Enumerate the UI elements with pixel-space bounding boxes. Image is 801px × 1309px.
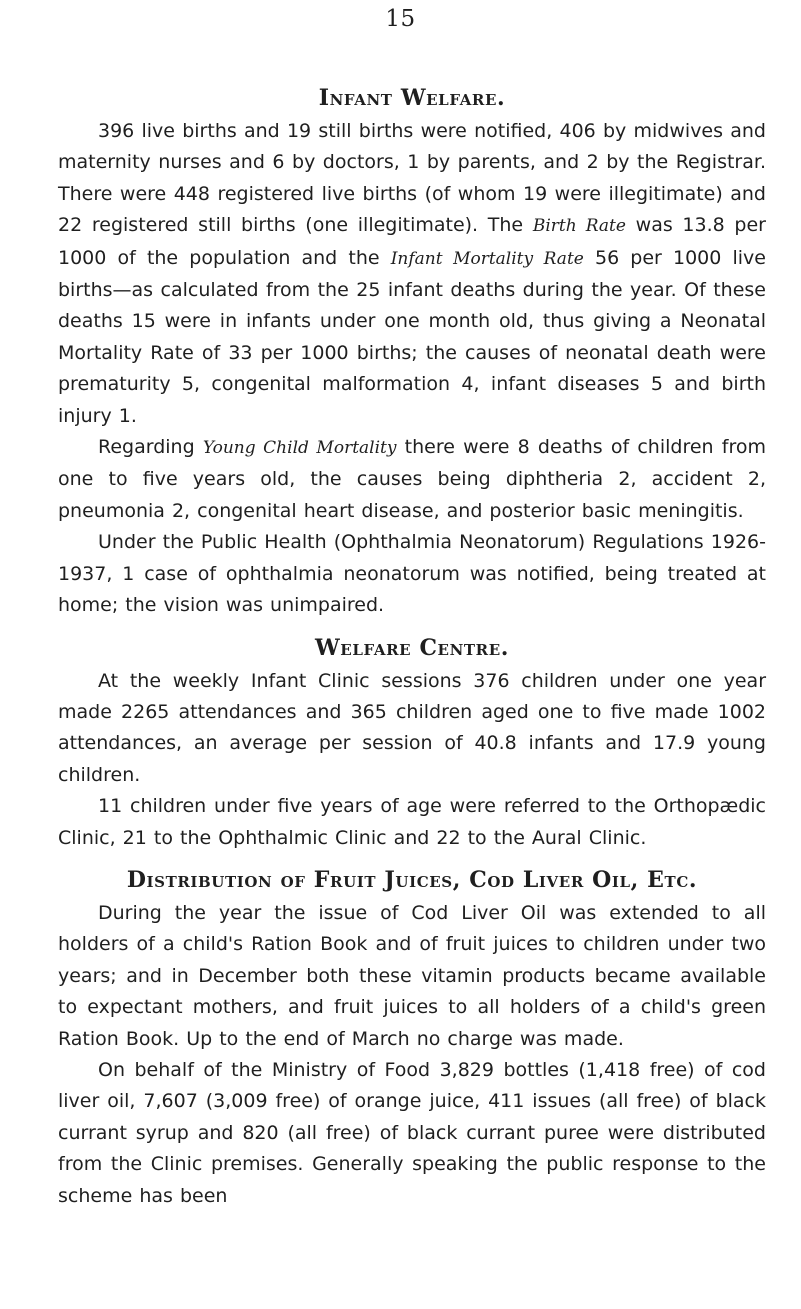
text-run: 11 children under five years of age were referred to the Orthopædic Clinic, 21 to the Ophthalmic Clinic and 22 to the Aural Clinic.	[58, 795, 766, 849]
italic-term: Infant Mortality Rate	[390, 248, 584, 269]
italic-term: Birth Rate	[532, 216, 626, 237]
paragraph-ministry-distribution	[58, 1055, 766, 1212]
italic-term: Young Child Mortality	[202, 438, 397, 459]
text-run: there were 8 deaths of children from one to five years old, the causes being diphtheria 2, accident 2, pneumonia 2, congenital heart disease, and posterior basic meningitis.	[58, 436, 766, 522]
text-run: was 13.8 per 1000 of the population and the	[58, 214, 766, 269]
text-run: On behalf of the Ministry of Food 3,829 bottles (1,418 free) of cod liver oil, 7,607 (3,009 free) of orange juice, 411 issues (all free) of black currant syrup and 820 (all free) of black currant puree were distributed from the Clinic premises. Generally speaking the public response to the scheme has been	[58, 1058, 766, 1207]
paragraph-ophthalmia	[58, 527, 766, 621]
paragraph-infant-births	[58, 116, 766, 432]
text-run: 396 live births and 19 still births were notified, 406 by midwives and maternity nurses and 6 by doctors, 1 by parents, and 2 by the Registrar. There were 448 registered live births (of whom 19 were illegitimate) and 22 registered still births (one illegitimate). The	[58, 120, 766, 237]
section-heading-distribution: Distribution of Fruit Juices, Cod Liver Oil, Etc.	[126, 866, 698, 893]
text-run: At the weekly Infant Clinic sessions 376 children under one year made 2265 attendances and 365 children aged one to five made 1002 attendances, an average per session of 40.8 infants and 17.9 young children.	[58, 669, 766, 786]
text-run: Under the Public Health (Ophthalmia Neonatorum) Regulations 1926-1937, 1 case of ophthalmia neonatorum was notified, being treated at home; the vision was unimpaired.	[58, 531, 766, 617]
paragraph-cod-liver-oil	[58, 898, 766, 1055]
paragraph-referrals	[58, 791, 766, 854]
paragraph-young-child-mortality	[58, 432, 766, 527]
page-number: 15	[385, 6, 416, 32]
section-heading-infant-welfare: Infant Welfare.	[318, 85, 506, 111]
text-run: Regarding	[98, 436, 203, 459]
text-run: During the year the issue of Cod Liver Oil was extended to all holders of a child's Ration Book and of fruit juices to children under two years; and in December both these vitamin products became available to expectant mothers, and fruit juices to all holders of a child's green Ration Book. Up to the end of March no charge was made.	[58, 901, 766, 1050]
paragraph-clinic-sessions	[58, 666, 766, 792]
text-run: 56 per 1000 live births—as calculated from the 25 infant deaths during the year. Of these deaths 15 were in infants under one month old, thus giving a Neonatal Mortality Rate of 33 per 1000 births; the causes of neonatal death were prematurity 5, congenital malformation 4, infant diseases 5 and birth injury 1.	[58, 246, 766, 427]
section-heading-welfare-centre: Welfare Centre.	[314, 634, 510, 661]
page-content	[58, 80, 766, 1212]
